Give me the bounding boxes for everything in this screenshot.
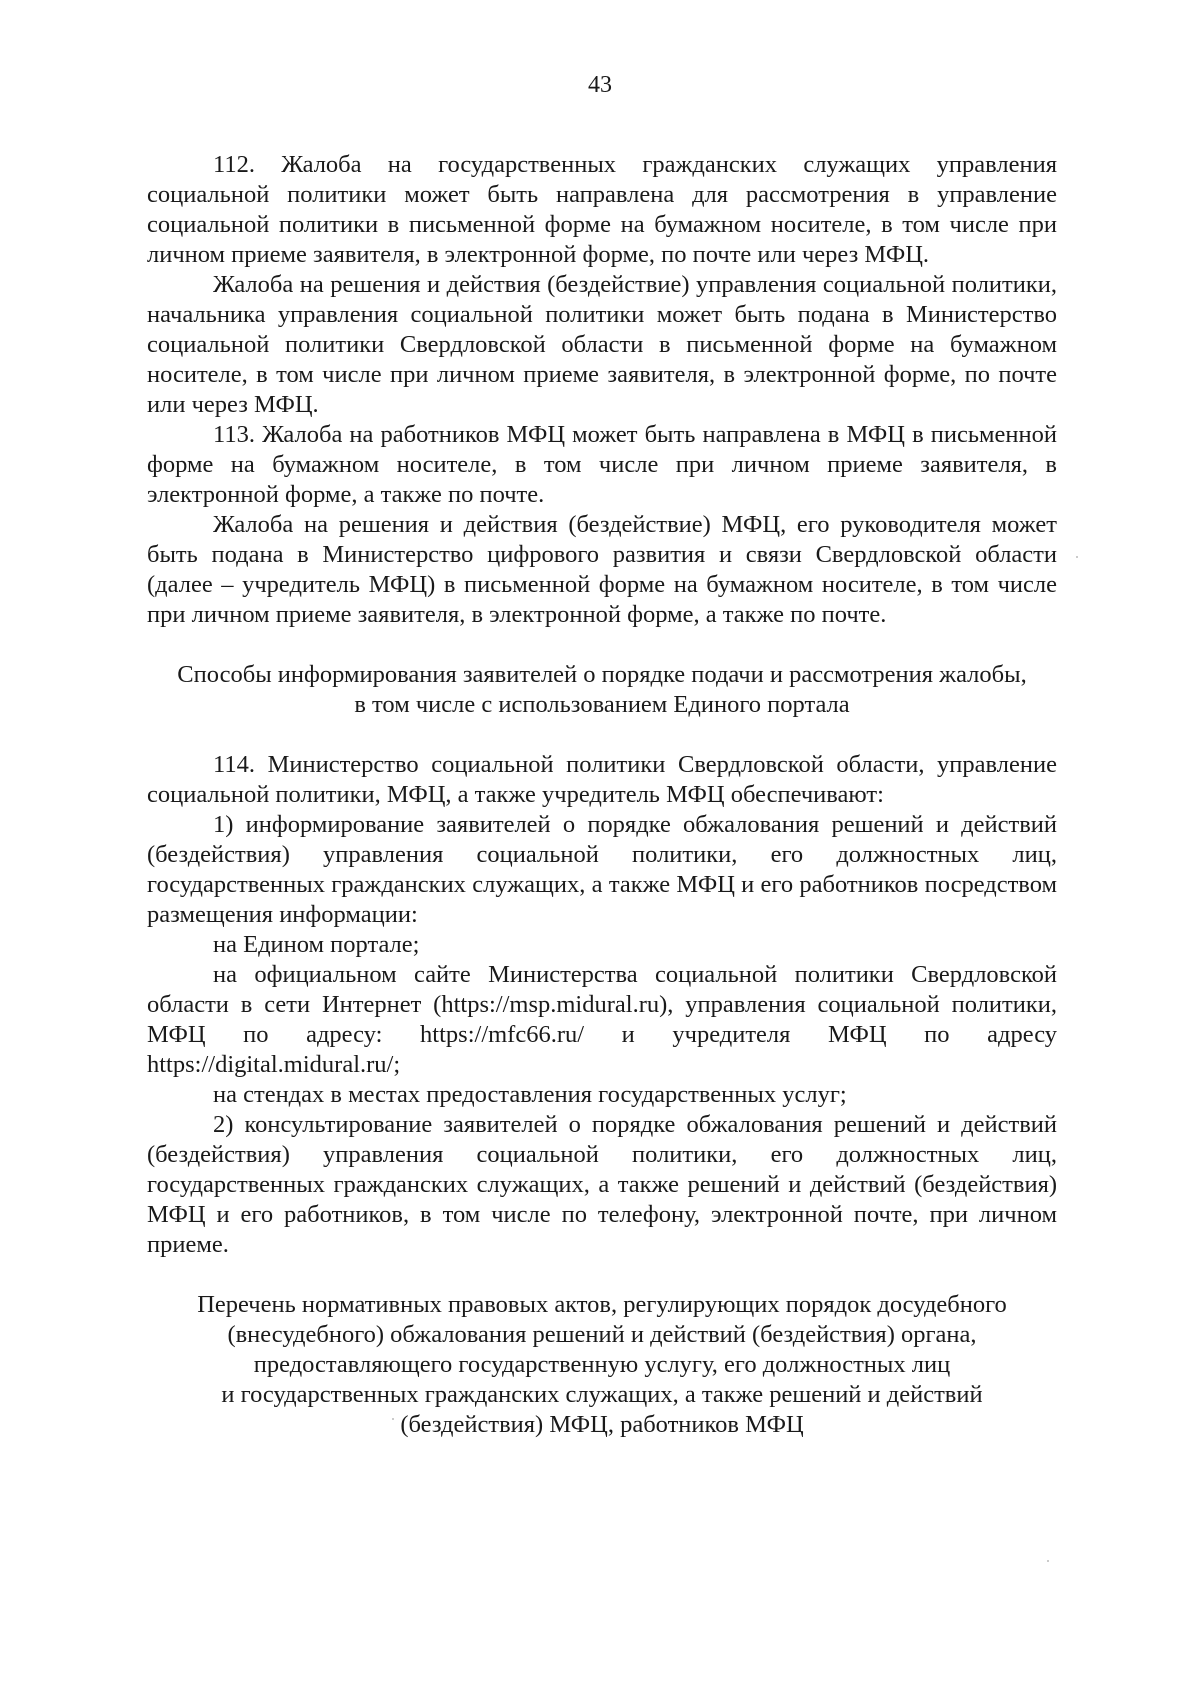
heading-line: Способы информирования заявителей о порядке подачи и рассмотрения жалобы,	[177, 661, 1027, 688]
section-heading-legal-acts	[147, 1290, 1057, 1440]
section-heading-informing	[147, 660, 1057, 720]
scan-speck	[1076, 556, 1078, 558]
paragraph-complaint-mfc: Жалоба на решения и действия (бездействие) МФЦ, его руководителя может быть подана в Министерство цифрового развития и связи Свердловской области (далее – учредитель МФЦ) в письменной форме на бумажном носителе, в том числе при личном приеме заявителя, в электронной форме, а также по почте.	[147, 511, 1057, 628]
paragraph-portal: на Едином портале;	[213, 931, 420, 958]
heading-line: (бездействия) МФЦ, работников МФЦ	[400, 1411, 804, 1438]
paragraph-complaint-msp: Жалоба на решения и действия (бездействие) управления социальной политики, начальника управления социальной политики может быть подана в Министерство социальной политики Свердловской области в письменной форме на бумажном носителе, в том числе при личном приеме заявителя, в электронной форме, по почте или через МФЦ.	[147, 271, 1057, 418]
heading-line: (внесудебного) обжалования решений и действий (бездействия) органа,	[227, 1321, 977, 1348]
paragraph-stands: на стендах в местах предоставления государственных услуг;	[213, 1081, 847, 1108]
paragraph-item-2: 2) консультирование заявителей о порядке обжалования решений и действий (бездействия) управления социальной политики, его должностных лиц, государственных гражданских служащих, а также решений и действий (бездействия) МФЦ и его работников, в том числе по телефону, электронной почте, при личном приеме.	[147, 1111, 1057, 1258]
heading-line: предоставляющего государственную услугу, его должностных лиц	[253, 1351, 951, 1378]
document-body	[147, 150, 1057, 1440]
heading-line: и государственных гражданских служащих, а также решений и действий	[221, 1381, 983, 1408]
page-number: 43	[588, 72, 612, 98]
heading-line: Перечень нормативных правовых актов, регулирующих порядок досудебного	[197, 1291, 1007, 1318]
paragraph-112: 112. Жалоба на государственных гражданских служащих управления социальной политики может быть направлена для рассмотрения в управление социальной политики в письменной форме на бумажном носителе, в том числе при личном приеме заявителя, в электронной форме, по почте или через МФЦ.	[147, 151, 1057, 268]
paragraph-114: 114. Министерство социальной политики Свердловской области, управление социальной политики, МФЦ, а также учредитель МФЦ обеспечивают:	[147, 751, 1057, 808]
paragraph-113: 113. Жалоба на работников МФЦ может быть направлена в МФЦ в письменной форме на бумажном носителе, в том числе при личном приеме заявителя, в электронной форме, а также по почте.	[147, 421, 1057, 508]
scan-speck	[1047, 1560, 1049, 1562]
scan-speck	[392, 1418, 394, 1420]
heading-line: в том числе с использованием Единого портала	[354, 691, 850, 718]
paragraph-official-sites: на официальном сайте Министерства социальной политики Свердловской области в сети Интернет (https://msp.midural.ru), управления социальной политики, МФЦ по адресу: https://mfc66.ru/ и учредителя МФЦ по адресу https://digital.midural.ru/;	[147, 961, 1057, 1078]
paragraph-item-1: 1) информирование заявителей о порядке обжалования решений и действий (бездействия) управления социальной политики, его должностных лиц, государственных гражданских служащих, а также МФЦ и его работников посредством размещения информации:	[147, 811, 1057, 928]
